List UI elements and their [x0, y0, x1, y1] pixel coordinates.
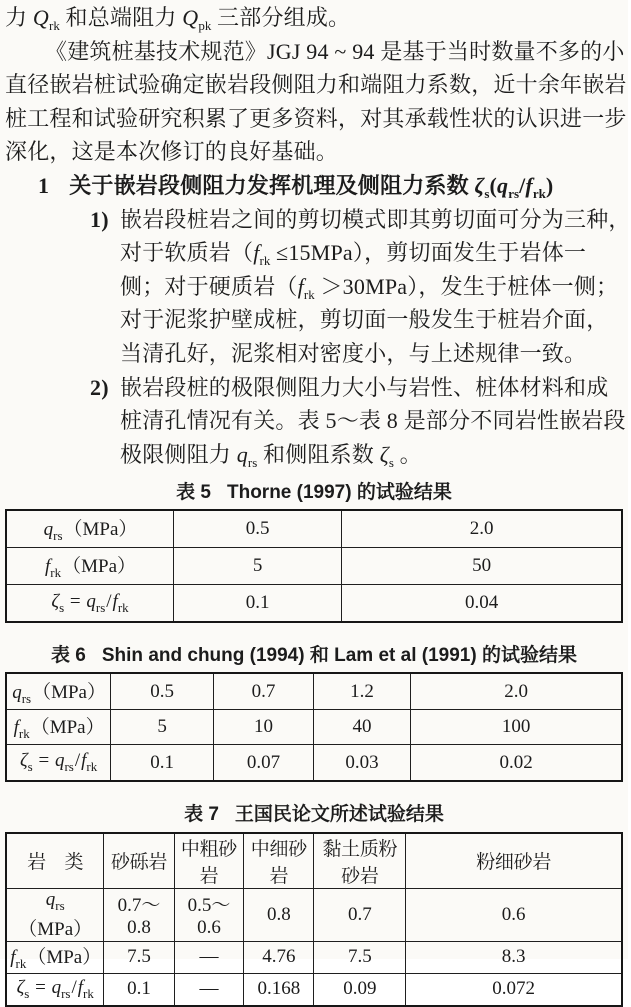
text-run: (: [489, 172, 498, 198]
math-variable: $\zeta_s$: [379, 441, 394, 470]
table-header-row: [6, 833, 622, 889]
text-run: 力: [5, 5, 33, 30]
table-row: [6, 673, 622, 709]
text-run: ≤15MPa），剪切面发生于岩体一: [270, 240, 587, 266]
text-run: 桩工程和试验研究积累了更多资料，对其承载性状的认识进一步: [5, 105, 627, 131]
text-run: （MPa）: [30, 717, 105, 739]
math-variable: $f_{rk}$: [112, 590, 129, 615]
math-variable: $f_{rk}$: [81, 750, 98, 775]
table-cell: 5: [174, 548, 342, 585]
math-variable: $q_{rs}$: [497, 172, 520, 201]
math-variable: $f_{rk}$: [10, 947, 27, 972]
table-row: [6, 585, 622, 623]
table-cell: 0.7～0.8: [104, 888, 174, 941]
math-variable: $f_{rk}$: [77, 976, 94, 1001]
text-run: 极限侧阻力: [120, 441, 237, 467]
text-line: [5, 169, 623, 203]
table-cell: 0.04: [342, 585, 622, 623]
text-run: /: [71, 976, 77, 998]
row-label-cell: [6, 548, 174, 585]
text-run: ＞30MPa），发生于桩体一侧；: [314, 273, 619, 299]
math-variable: $\zeta_s$: [474, 172, 490, 201]
text-run: =: [30, 976, 51, 998]
row-label-cell: [6, 673, 111, 709]
row-label-cell: [6, 888, 104, 941]
table-cell: 10: [214, 709, 314, 745]
table-cell: 40: [313, 709, 410, 745]
math-variable: $f_{rk}$: [525, 172, 546, 201]
row-label-cell: [6, 510, 174, 548]
table-cell: 0.1: [104, 973, 174, 1006]
text-run: 对于软质岩（: [120, 240, 254, 266]
text-run: 和总端阻力: [59, 5, 183, 30]
text-run: 和侧阻系数: [257, 441, 380, 467]
text-run: 当清孔好，泥浆相对密度小，与上述规律一致。: [120, 340, 587, 366]
table-row: [6, 973, 622, 1006]
body-text: [0, 0, 631, 471]
math-variable: $Q_{pk}$: [182, 5, 212, 33]
table5-wrapper: [0, 509, 628, 623]
table-row: [6, 510, 622, 548]
row-label-cell: [6, 745, 111, 781]
table-row: [6, 941, 622, 973]
table-cell: 2.0: [342, 510, 622, 548]
text-run: 三部分组成。: [211, 5, 351, 30]
table7-wrapper: [0, 832, 628, 1007]
text-run: 嵌岩段桩的极限侧阻力大小与岩性、桩体材料和成: [120, 374, 609, 400]
table-cell: 7.5: [104, 941, 174, 973]
math-variable: $q_{rs}$: [12, 681, 32, 706]
text-line: [5, 236, 623, 270]
text-run: 关于嵌岩段侧阻力发挥机理及侧阻力系数: [69, 172, 475, 198]
math-variable: $f_{rk}$: [45, 556, 62, 581]
table-cell: 100: [411, 709, 622, 745]
table-header-cell: 粉细砂岩: [406, 833, 622, 889]
text-line: [5, 438, 623, 472]
table5-caption-number: 表 5: [176, 482, 211, 504]
text-run: （MPa）: [62, 556, 137, 578]
table-cell: 0.7: [214, 673, 314, 709]
row-label-cell: [6, 709, 111, 745]
math-variable: $q_{rs}$: [86, 590, 106, 615]
table6-caption-number: 表 6: [51, 645, 86, 667]
text-run: ): [545, 172, 554, 198]
table-cell: 0.7: [314, 888, 406, 941]
table-cell: 5: [111, 709, 214, 745]
table5-caption-title: Thorne (1997) 的试验结果: [226, 482, 452, 504]
text-line: [5, 337, 623, 371]
table7-caption-number: 表 7: [184, 803, 219, 825]
math-variable: $f_{rk}$: [13, 717, 30, 742]
table-cell: 0.168: [244, 973, 314, 1006]
table-cell: 1.2: [313, 673, 410, 709]
table-row: [6, 745, 622, 781]
text-line: [5, 404, 626, 438]
text-run: 。: [393, 441, 422, 467]
table7-caption: [0, 802, 628, 828]
math-variable: $q_{rs}$: [51, 976, 71, 1001]
table5-caption: [0, 480, 628, 506]
list-number: 1: [38, 172, 50, 198]
text-run: 侧；对于硬质岩（: [120, 273, 298, 299]
math-variable: $q_{rs}$: [54, 750, 74, 775]
math-variable: $q_{rs}$: [236, 441, 258, 470]
text-line: [5, 102, 627, 136]
math-variable: $q_{rs}$: [43, 519, 63, 544]
text-run: （MPa）: [63, 519, 138, 541]
text-line: [5, 1, 623, 35]
text-run: 直径嵌岩桩试验确定嵌岩段侧阻力和端阻力系数，近十余年嵌岩: [5, 72, 627, 98]
table-cell: 0.03: [313, 745, 410, 781]
text-run: （MPa）: [32, 681, 106, 703]
math-variable: $f_{rk}$: [297, 273, 315, 302]
table-cell: 8.3: [406, 941, 622, 973]
text-line: [5, 68, 627, 102]
table-cell: 0.5～0.6: [174, 888, 244, 941]
text-run: 嵌岩段桩岩之间的剪切模式即其剪切面可分为三种，: [120, 206, 631, 232]
text-run: /: [519, 172, 526, 198]
list-number: 1): [90, 206, 109, 232]
text-line: [5, 371, 623, 405]
table6-caption: [0, 643, 628, 669]
table-cell: —: [174, 941, 244, 973]
text-line: [5, 203, 631, 237]
text-run: =: [33, 750, 54, 772]
text-run: 《建筑桩基技术规范》JGJ 94 ~ 94 是基于当时数量不多的小: [45, 38, 625, 64]
table-cell: 0.5: [111, 673, 214, 709]
table-cell: 0.5: [174, 510, 342, 548]
text-line: [5, 35, 623, 69]
table-cell: 0.07: [214, 745, 314, 781]
math-variable: $f_{rk}$: [253, 240, 271, 269]
row-label-cell: [6, 973, 104, 1006]
table-row: [6, 888, 622, 941]
text-run: （MPa）: [27, 947, 102, 969]
table-cell: 0.6: [406, 888, 622, 941]
table-cell: 0.1: [111, 745, 214, 781]
table-row: [6, 548, 622, 585]
table-cell: 0.072: [406, 973, 622, 1006]
text-line: [5, 135, 623, 169]
row-label-cell: [6, 941, 104, 973]
text-run: 桩清孔情况有关。表 5～表 8 是部分不同岩性嵌岩段: [120, 408, 626, 434]
table-header-cell: 中粗砂岩: [174, 833, 244, 889]
table-cell: 4.76: [244, 941, 314, 973]
math-variable: $\zeta_s$: [16, 976, 30, 1001]
table-cell: 2.0: [411, 673, 622, 709]
table-header-cell: 砂砾岩: [104, 833, 174, 889]
table-cell: 0.8: [244, 888, 314, 941]
table-cell: —: [174, 973, 244, 1006]
text-run: /: [106, 590, 112, 612]
table-header-cell: 中细砂岩: [244, 833, 314, 889]
table7: [5, 832, 623, 1007]
text-run: 对于泥浆护壁成桩，剪切面一般发生于桩岩介面，: [120, 307, 609, 333]
math-variable: $Q_{rk}$: [32, 5, 60, 33]
math-variable: $q_{rs}$: [45, 888, 65, 913]
table-header-cell: 黏土质粉砂岩: [314, 833, 406, 889]
table-header-cell: 岩 类: [6, 833, 104, 889]
text-line: [5, 303, 623, 337]
text-run: （MPa）: [18, 918, 93, 940]
table6: [5, 672, 623, 782]
table-cell: 7.5: [314, 941, 406, 973]
table6-caption-title: Shin and chung (1994) 和 Lam et al (1991) 的试验结果: [101, 645, 577, 667]
table6-wrapper: [0, 672, 628, 782]
table7-caption-title: 王国民论文所述试验结果: [234, 803, 444, 825]
table-cell: 0.02: [411, 745, 622, 781]
text-run: /: [74, 750, 81, 772]
list-number: 2): [90, 374, 109, 400]
math-variable: $\zeta_s$: [19, 750, 33, 775]
text-run: 深化，这是本次修订的良好基础。: [5, 139, 339, 165]
text-run: =: [65, 590, 86, 612]
table-cell: 0.1: [174, 585, 342, 623]
table5: [5, 509, 623, 623]
table-row: [6, 709, 622, 745]
table-cell: 50: [342, 548, 622, 585]
text-line: [5, 270, 623, 304]
row-label-cell: [6, 585, 174, 623]
math-variable: $\zeta_s$: [51, 590, 65, 615]
table-cell: 0.09: [314, 973, 406, 1006]
